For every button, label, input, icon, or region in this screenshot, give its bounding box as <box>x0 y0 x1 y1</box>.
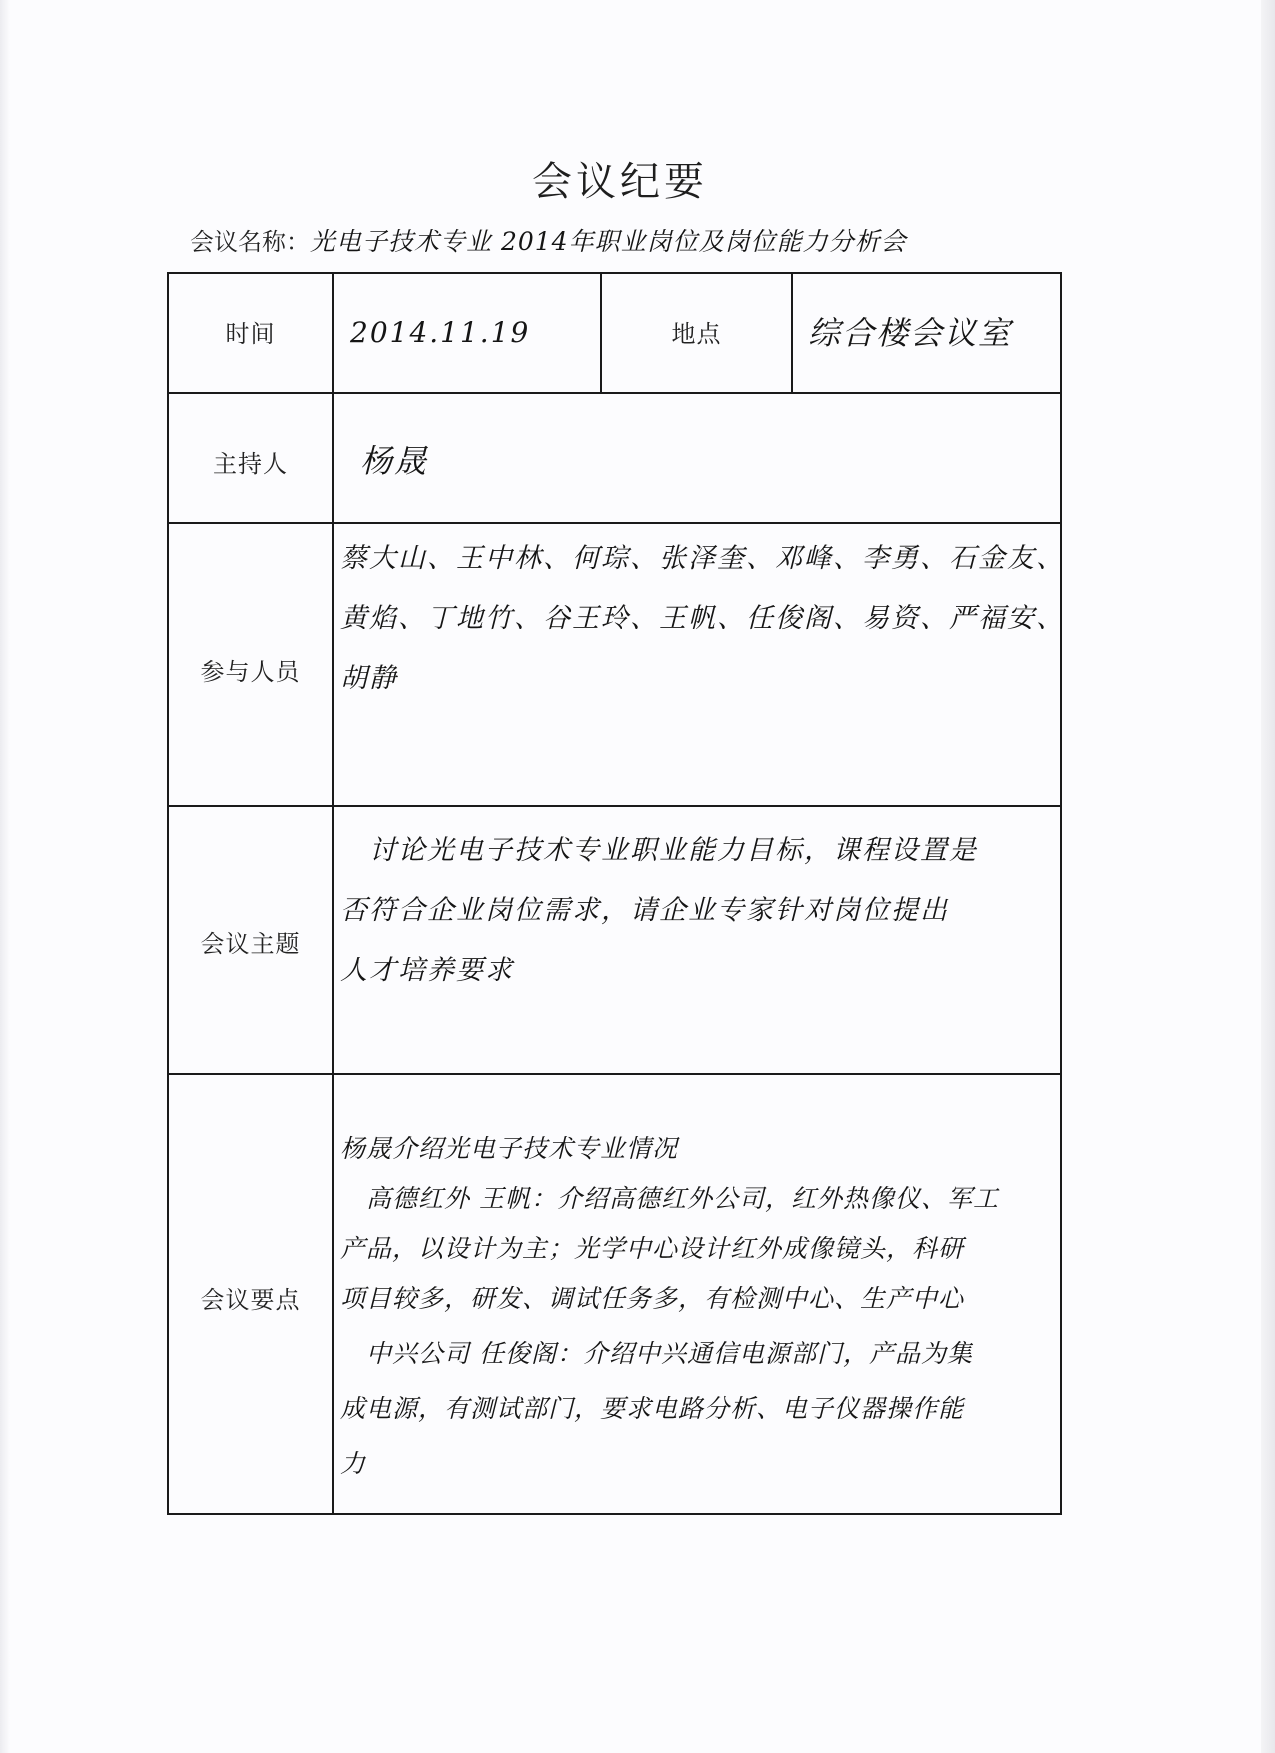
time-label: 时间 <box>225 320 276 348</box>
meeting-name-label: 会议名称： <box>190 228 310 256</box>
host-label: 主持人 <box>213 450 288 478</box>
participants-line: 黄焰、丁地竹、谷王玲、王帆、任俊阁、易资、严福安、 <box>340 603 1065 634</box>
key-point-line: 产品，以设计为主；光学中心设计红外成像镜头，科研 <box>340 1234 965 1263</box>
table-row-divider-2 <box>167 522 1062 524</box>
topic-line: 讨论光电子技术专业职业能力目标，课程设置是 <box>340 835 978 866</box>
participants-line: 蔡大山、王中林、何琮、张泽奎、邓峰、李勇、石金友、 <box>340 543 1065 574</box>
table-row-divider-4 <box>167 1073 1062 1075</box>
participants-line: 胡静 <box>340 663 398 694</box>
table-border-top <box>167 272 1062 274</box>
key-point-line: 项目较多，研发、调试任务多，有检测中心、生产中心 <box>340 1284 965 1313</box>
table-row-divider-3 <box>167 805 1062 807</box>
meeting-name-value: 光电子技术专业 2014年职业岗位及岗位能力分析会 <box>310 227 907 256</box>
scan-shadow-left <box>0 0 10 1753</box>
key-point-line: 成电源，有测试部门，要求电路分析、电子仪器操作能 <box>340 1394 965 1423</box>
key-point-line: 杨晟介绍光电子技术专业情况 <box>340 1134 679 1163</box>
key-points-label: 会议要点 <box>200 1286 301 1314</box>
host-value: 杨晟 <box>360 442 429 480</box>
key-point-line: 高德红外 王帆：介绍高德红外公司，红外热像仪、军工 <box>340 1184 999 1213</box>
meeting-name-row <box>190 222 907 258</box>
scan-shadow-right <box>1261 0 1275 1753</box>
table-border-right <box>1060 272 1062 1515</box>
key-point-line: 力 <box>340 1449 367 1478</box>
location-label: 地点 <box>671 320 722 348</box>
table-row-divider-1 <box>167 392 1062 394</box>
participants-label: 参与人员 <box>200 658 301 686</box>
key-point-line: 中兴公司 任俊阁：介绍中兴通信电源部门，产品为集 <box>340 1339 973 1368</box>
table-border-bottom <box>167 1513 1062 1515</box>
table-divider-location-value <box>791 272 793 393</box>
topic-line: 人才培养要求 <box>340 955 514 986</box>
table-divider-label-column <box>332 272 334 1515</box>
location-value: 综合楼会议室 <box>808 314 1013 352</box>
topic-line: 否符合企业岗位需求，请企业专家针对岗位提出 <box>340 895 949 926</box>
document-title: 会议纪要 <box>532 159 708 205</box>
time-value: 2014.11.19 <box>350 316 531 349</box>
topic-label: 会议主题 <box>200 930 301 958</box>
